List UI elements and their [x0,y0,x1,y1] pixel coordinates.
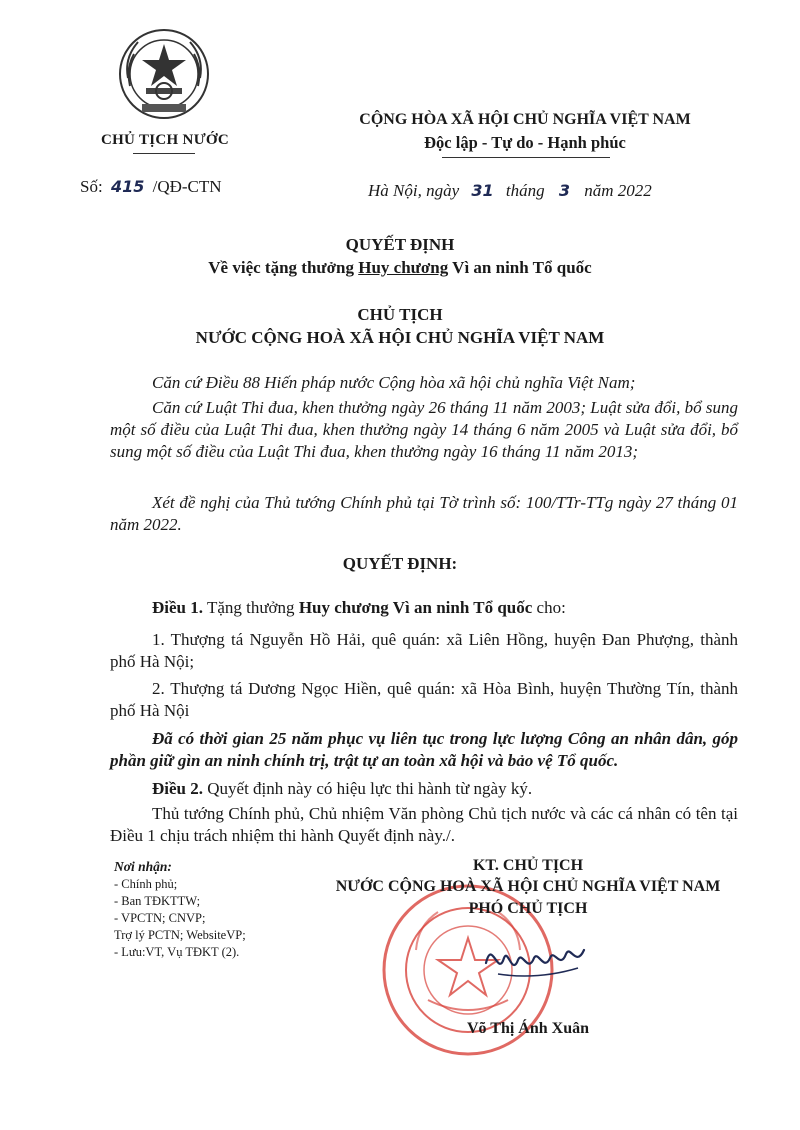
decision-subject [100,258,700,278]
national-emblem-icon [118,28,210,120]
recipients-heading: Nơi nhận: [114,859,172,874]
article-2-execution: Thủ tướng Chính phủ, Chủ nhiệm Văn phòng Chủ tịch nước và các cá nhân có tên tại Điều 1 chịu trách nhiệm thi hành Quyết định này./. [110,804,738,845]
preamble-law: Căn cứ Luật Thi đua, khen thưởng ngày 26 tháng 11 năm 2003; Luật sửa đổi, bổ sung một số điều của Luật Thi đua, khen thưởng ngày 14 tháng 6 năm 2005 và Luật sửa đổi, bổ sung một số điều của Luật Thi đua, khen thưởng ngày 16 tháng 11 năm 2013; [110,398,738,461]
recipient-item: 1. Thượng tá Nguyễn Hồ Hải, quê quán: xã Liên Hồng, huyện Đan Phượng, thành phố Hà Nội; [110,630,738,671]
issuer-title: CHỦ TỊCH [357,305,443,324]
award-reason: Đã có thời gian 25 năm phục vụ liên tục trong lực lượng Công an nhân dân, góp phần giữ gìn an ninh chính trị, trật tự an toàn xã hội và bảo vệ Tổ quốc. [110,729,738,770]
recipients-block [114,858,334,961]
header-divider-right [442,157,610,158]
signer-name: Võ Thị Ánh Xuân [467,1020,589,1037]
date-month-label: tháng [505,181,545,200]
recipient-line: - VPCTN; CNVP; [114,911,206,925]
recipient-line: Trợ lý PCTN; WebsiteVP; [114,928,246,942]
document-number [80,177,222,197]
issuing-authority: CHỦ TỊCH NƯỚC [100,132,230,148]
national-motto: Độc lập - Tự do - Hạnh phúc [424,133,626,152]
signature-country: NƯỚC CỘNG HOÀ XÃ HỘI CHỦ NGHĨA VIỆT NAM [335,878,721,895]
article-2-label: Điều 2. [152,779,203,798]
recipient-item: 2. Thượng tá Dương Ngọc Hiền, quê quán: xã Hòa Bình, huyện Thường Tín, thành phố Hà Nội [110,679,738,720]
article-1-award: Huy chương Vì an ninh Tổ quốc [298,598,533,617]
issuer-country: NƯỚC CỘNG HOÀ XÃ HỘI CHỦ NGHĨA VIỆT NAM [195,328,605,347]
country-name: CỘNG HÒA XÃ HỘI CHỦ NGHĨA VIỆT NAM [359,111,691,128]
date-month: 3 [558,181,571,200]
date-year: năm 2022 [584,181,652,200]
number-handwritten: 415 [110,177,145,196]
article-1-text-post: cho: [532,598,566,617]
subject-post: Vì an ninh Tổ quốc [448,258,592,277]
number-suffix: /QĐ-CTN [152,177,222,196]
number-prefix: Số: [80,177,103,196]
article-2 [110,778,738,800]
preamble-proposal: Xét đề nghị của Thủ tướng Chính phủ tại Tờ trình số: 100/TTr-TTg ngày 27 tháng 01 năm 2022. [110,493,738,534]
decides-heading: QUYẾT ĐỊNH: [342,554,458,573]
recipient-line: - Ban TĐKTTW; [114,894,201,908]
signature-kt: KT. CHỦ TỊCH [472,857,584,874]
handwritten-signature-icon [478,928,598,988]
article-2-text: Quyết định này có hiệu lực thi hành từ ngày ký. [203,779,533,798]
date-place: Hà Nội, ngày [368,181,460,200]
preamble-constitution: Căn cứ Điều 88 Hiến pháp nước Cộng hòa xã hội chủ nghĩa Việt Nam; [152,373,636,392]
date-day: 31 [471,181,494,200]
header-divider-left [133,153,195,154]
signature-position: PHÓ CHỦ TỊCH [468,900,588,917]
issue-date [368,181,652,201]
decision-title: QUYẾT ĐỊNH [345,235,455,254]
subject-pre: Về việc tặng thưởng [208,258,359,277]
article-1-label: Điều 1. [152,598,203,617]
article-1-text-pre: Tặng thưởng [203,598,299,617]
subject-underlined: Huy chương [358,258,449,277]
recipient-line: - Chính phủ; [114,877,178,891]
recipient-line: - Lưu:VT, Vụ TĐKT (2). [114,945,240,959]
article-1 [110,597,738,619]
